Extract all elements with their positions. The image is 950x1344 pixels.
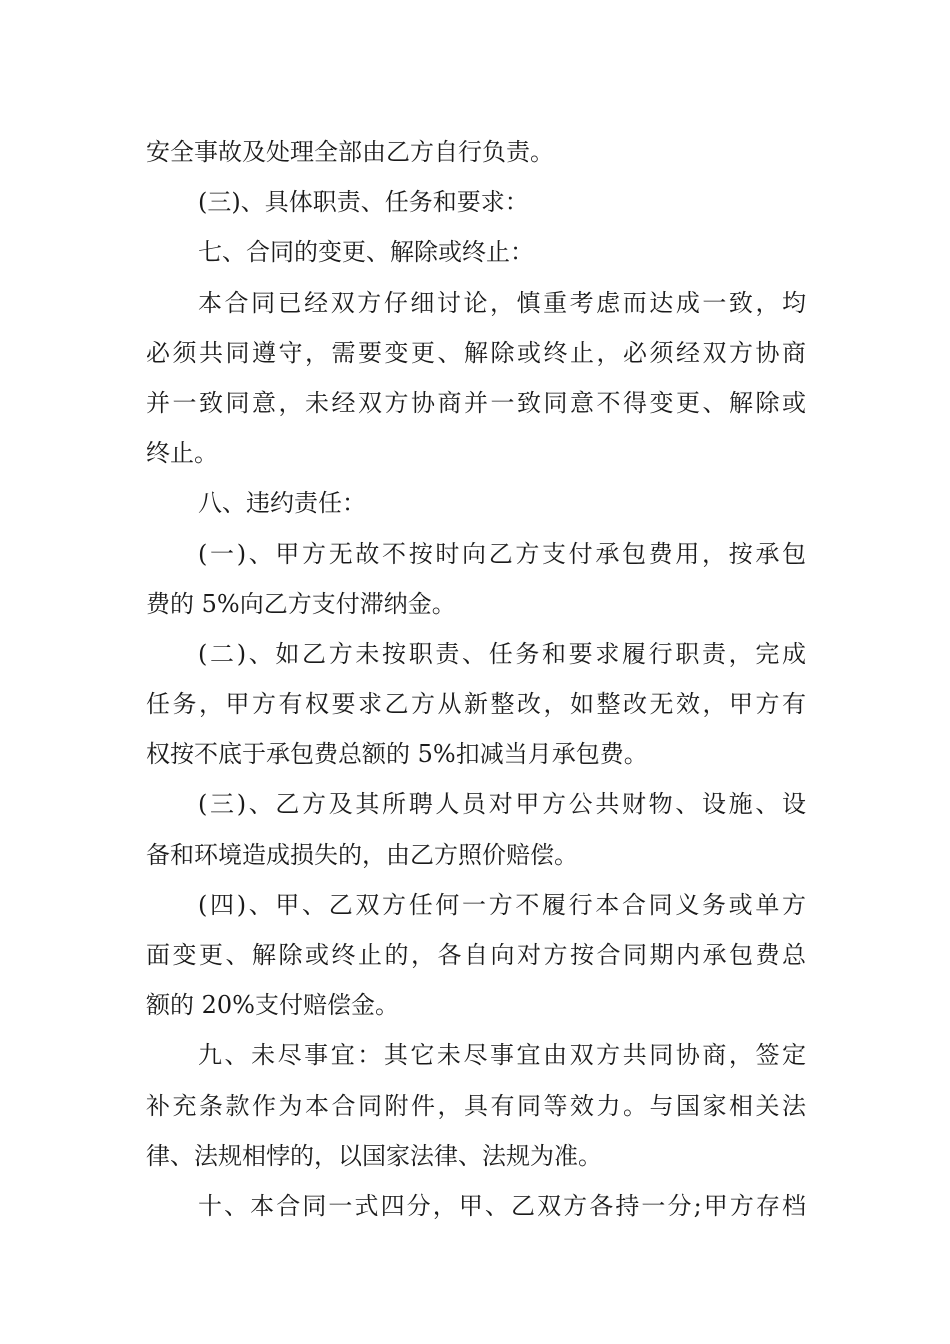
text-line: 费的 5%向乙方支付滞纳金。	[146, 589, 456, 618]
text-line: 权按不底于承包费总额的 5%扣减当月承包费。	[146, 740, 648, 769]
text-line: (三)、乙方及其所聘人员对甲方公共财物、设施、设	[198, 790, 806, 819]
text-line: 补充条款作为本合同附件，具有同等效力。与国家相关法	[146, 1091, 806, 1120]
text-line: 必须共同遵守，需要变更、解除或终止，必须经双方协商	[146, 338, 806, 367]
text-line: 并一致同意，未经双方协商并一致同意不得变更、解除或	[146, 388, 806, 417]
section-heading: 九、未尽事宜：其它未尽事宜由双方共同协商，签定	[198, 1041, 806, 1070]
text-line: 本合同已经双方仔细讨论，慎重考虑而达成一致，均	[198, 288, 806, 317]
text-line: (二)、如乙方未按职责、任务和要求履行职责，完成	[198, 639, 806, 668]
text-line: 面变更、解除或终止的，各自向对方按合同期内承包费总	[146, 941, 806, 969]
text-line: (三)、具体职责、任务和要求：	[198, 188, 529, 217]
section-heading: 七、合同的变更、解除或终止：	[198, 238, 534, 267]
text-line: (四)、甲、乙双方任何一方不履行本合同义务或单方	[198, 890, 806, 919]
section-heading: 八、违约责任：	[198, 489, 366, 518]
text-line: 任务，甲方有权要求乙方从新整改，如整改无效，甲方有	[146, 690, 806, 719]
contract-text	[146, 127, 806, 1231]
text-line: (一)、甲方无故不按时向乙方支付承包费用，按承包	[198, 539, 806, 568]
section-heading: 十、本合同一式四分，甲、乙双方各持一分;甲方存档	[198, 1191, 806, 1220]
text-line: 律、法规相悖的，以国家法律、法规为准。	[146, 1141, 602, 1170]
text-line: 安全事故及处理全部由乙方自行负责。	[146, 138, 554, 166]
text-line: 终止。	[146, 439, 218, 468]
text-line: 备和环境造成损失的，由乙方照价赔偿。	[146, 840, 578, 869]
text-line: 额的 20%支付赔偿金。	[146, 991, 399, 1020]
